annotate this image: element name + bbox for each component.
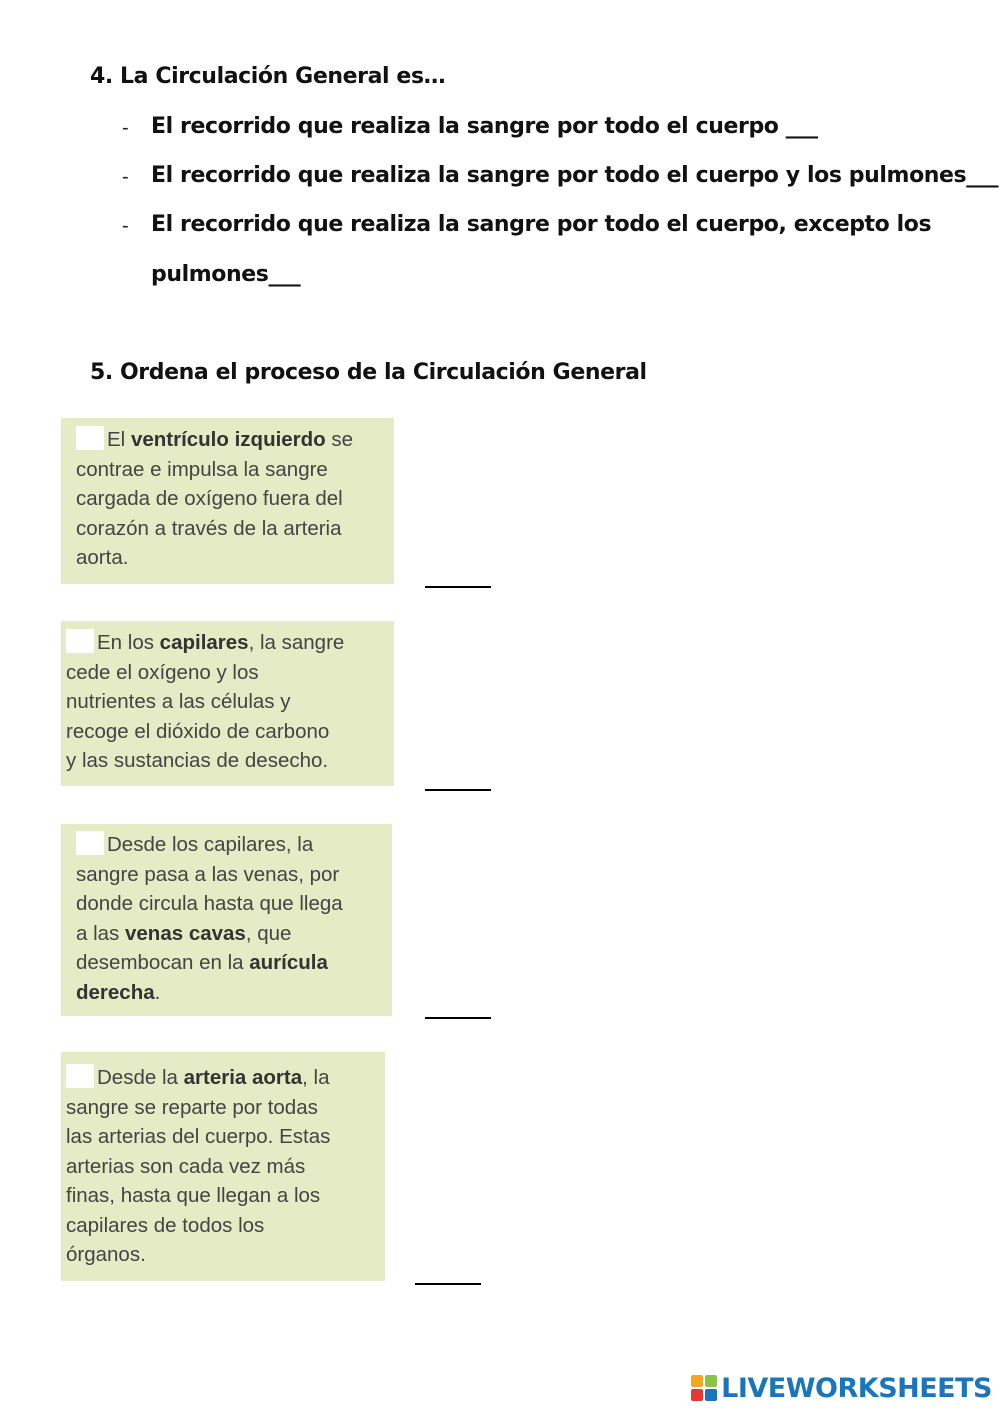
- card-text-line: [76, 543, 384, 573]
- logo-tile: [705, 1375, 717, 1387]
- order-blank-1[interactable]: [425, 586, 491, 588]
- option-2-dash: -: [122, 166, 129, 188]
- card-text: cargada de oxígeno fuera del: [76, 487, 343, 510]
- card-text-line: [66, 1152, 375, 1182]
- card-bold-term: aurícula: [249, 951, 328, 974]
- order-blank-4[interactable]: [415, 1283, 481, 1285]
- card-text: sangre se reparte por todas: [66, 1095, 318, 1119]
- card-text-line: [66, 658, 384, 688]
- logo-tile: [691, 1375, 703, 1387]
- question-4-title: [90, 64, 445, 89]
- card-text-line: [66, 746, 384, 776]
- card-text-line: [66, 1063, 375, 1093]
- card-text-line: [66, 1093, 375, 1123]
- card-text: Desde los capilares, la: [107, 833, 314, 856]
- card-text-line: [76, 484, 384, 514]
- process-card-3[interactable]: [61, 824, 392, 1016]
- question-4-text: La Circulación General es…: [120, 64, 446, 89]
- card-bold-term: arteria aorta: [183, 1066, 303, 1089]
- card-text-line: [66, 687, 384, 717]
- card-text: donde circula hasta que llega: [76, 892, 343, 915]
- card-text: cede el oxígeno y los: [66, 660, 259, 684]
- card-text: desembocan en la: [76, 951, 250, 974]
- order-blank-2[interactable]: [425, 789, 491, 791]
- question-5-text: Ordena el proceso de la Circulación General: [120, 360, 647, 385]
- card-text-line: [66, 1211, 375, 1241]
- process-card-2[interactable]: [61, 621, 394, 786]
- card-text: se: [325, 428, 354, 451]
- question-5-title: [90, 360, 647, 385]
- option-3-dash: -: [122, 215, 129, 237]
- liveworksheets-logo-text: LIVEWORKSHEETS: [721, 1372, 992, 1404]
- order-number-box[interactable]: [76, 831, 104, 855]
- card-text: las arterias del cuerpo. Estas: [66, 1125, 331, 1148]
- card-text: arterias son cada vez más: [66, 1154, 306, 1178]
- card-text-line: [76, 425, 384, 455]
- card-text: capilares de todos los: [66, 1213, 265, 1237]
- liveworksheets-logo: [691, 1371, 992, 1405]
- card-text-line: [76, 948, 382, 978]
- option-2[interactable]: El recorrido que realiza la sangre por todo el cuerpo y los pulmones___: [151, 163, 999, 188]
- card-text-line: [76, 978, 382, 1008]
- question-4-number: 4.: [90, 64, 113, 89]
- card-text-line: [76, 860, 382, 890]
- card-text: órganos.: [66, 1243, 146, 1266]
- order-number-box[interactable]: [76, 426, 104, 450]
- card-text: recoge el dióxido de carbono: [66, 719, 330, 743]
- question-5-number: 5.: [90, 360, 113, 385]
- card-text-line: [66, 1240, 375, 1270]
- card-text: El: [107, 428, 131, 451]
- card-text: finas, hasta que llegan a los: [66, 1184, 321, 1207]
- card-bold-term: derecha: [76, 980, 155, 1004]
- logo-tile: [691, 1389, 703, 1401]
- card-text: contrae e impulsa la sangre: [76, 457, 328, 481]
- card-text-line: [66, 1181, 375, 1211]
- card-text-line: [76, 455, 384, 485]
- option-1[interactable]: El recorrido que realiza la sangre por todo el cuerpo ___: [151, 114, 818, 139]
- card-text: Desde la: [97, 1066, 184, 1089]
- card-bold-term: venas cavas: [125, 921, 246, 945]
- card-text-line: [66, 717, 384, 747]
- card-text-line: [76, 830, 382, 860]
- logo-tile: [705, 1389, 717, 1401]
- card-text-line: [76, 514, 384, 544]
- process-card-4[interactable]: [61, 1052, 385, 1281]
- order-number-box[interactable]: [66, 1064, 94, 1088]
- card-text-line: [66, 1122, 375, 1152]
- card-text: , que: [245, 921, 292, 945]
- card-text: corazón a través de la arteria: [76, 516, 342, 540]
- card-text: .: [154, 980, 161, 1004]
- card-text: , la sangre: [248, 631, 345, 654]
- process-card-1[interactable]: [61, 418, 394, 584]
- option-3-continuation[interactable]: pulmones___: [151, 262, 301, 287]
- card-text: nutrientes a las células y: [66, 690, 291, 713]
- order-number-box[interactable]: [66, 629, 94, 653]
- card-bold-term: capilares: [159, 631, 249, 654]
- card-text: a las: [76, 921, 125, 945]
- card-text: En los: [97, 631, 160, 654]
- card-text: aorta.: [76, 546, 129, 569]
- card-text: sangre pasa a las venas, por: [76, 862, 340, 886]
- order-blank-3[interactable]: [425, 1017, 491, 1019]
- card-text: , la: [302, 1066, 330, 1089]
- card-bold-term: ventrículo izquierdo: [130, 428, 326, 451]
- option-1-dash: -: [122, 117, 129, 139]
- card-text-line: [76, 889, 382, 919]
- option-3[interactable]: El recorrido que realiza la sangre por todo el cuerpo, excepto los: [151, 212, 932, 237]
- liveworksheets-logo-icon: [691, 1375, 717, 1401]
- card-text: y las sustancias de desecho.: [66, 749, 329, 772]
- card-text-line: [66, 628, 384, 658]
- card-text-line: [76, 919, 382, 949]
